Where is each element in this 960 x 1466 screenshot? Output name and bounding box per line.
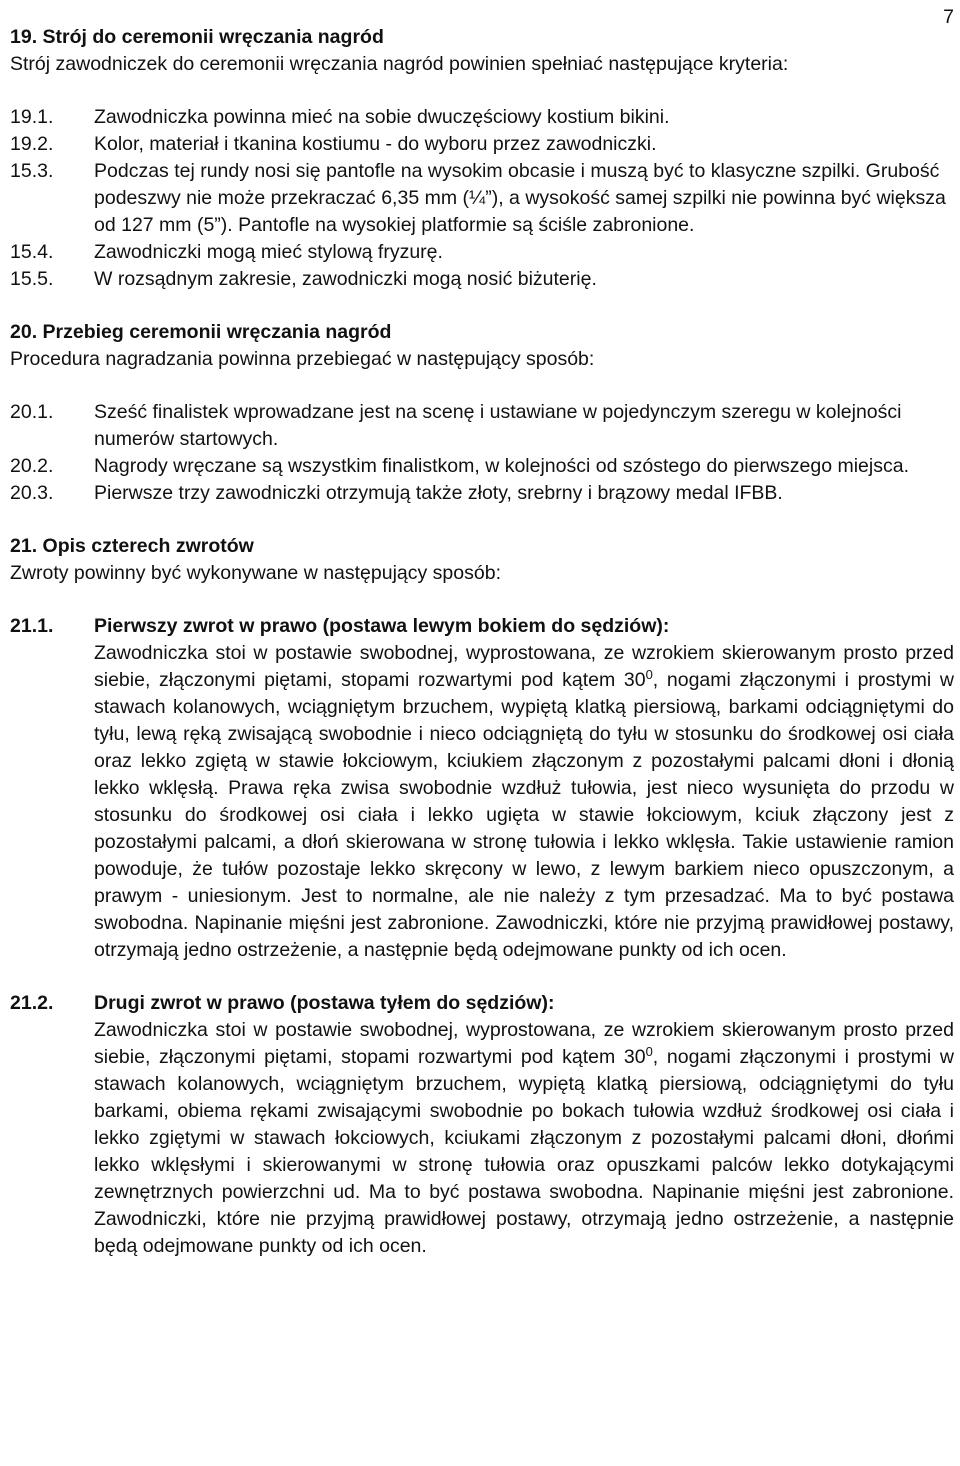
list-item <box>10 480 954 507</box>
degree-superscript: 0 <box>645 1044 653 1059</box>
item-number: 15.3. <box>10 160 54 182</box>
item-body <box>94 990 954 1260</box>
turn-description <box>10 990 954 1260</box>
item-text: Zawodniczki mogą mieć stylową fryzurę. <box>94 241 443 263</box>
item-number: 21.2. <box>10 992 54 1014</box>
list-item <box>10 453 954 480</box>
item-text: Kolor, materiał i tkanina kostiumu - do wyboru przez zawodniczki. <box>94 133 657 155</box>
list-item <box>10 266 954 293</box>
item-text-part: , nogami złączonymi i prostymi w stawach kolanowych, wciągniętym brzuchem, wypiętą klatką piersiową, odciągniętymi do tyłu barkami, obiema rękami zwisającymi swobodnie po bokach tułowia wzdłuż środkowej osi ciała i lekko zgiętymi w stawach łokciowych, kciukami złączonym z pozostałymi palcami dłoni, dłońmi lekko wklęsłymi i skierowanymi w stronę tułowia oraz opuszkami palców lekko dotykającymi zewnętrznych powierzchni ud. Ma to być postawa swobodna. Napinanie mięśni jest zabronione. Zawodniczki, które nie przyjmą prawidłowej postawy, otrzymają jedno ostrzeżenie, a następnie będą odejmowane punkty od ich ocen. <box>94 1046 954 1257</box>
item-text: W rozsądnym zakresie, zawodniczki mogą nosić biżuterię. <box>94 268 597 290</box>
spacer <box>10 964 954 990</box>
list-item <box>10 239 954 266</box>
section-heading: 21. Opis czterech zwrotów <box>10 535 254 557</box>
list-item <box>10 399 954 453</box>
item-number: 21.1. <box>10 615 54 637</box>
spacer <box>10 293 954 319</box>
item-title: Drugi zwrot w prawo (postawa tyłem do sędziów): <box>94 992 555 1014</box>
item-text: Podczas tej rundy nosi się pantofle na wysokim obcasie i muszą być to klasyczne szpilki. Grubość podeszwy nie może przekraczać 6,35 mm (¼”), a wysokość samej szpilki nie powinna być większa od 127 mm (5”). Pantofle na wysokiej platformie są ściśle zabronione. <box>94 160 946 236</box>
item-text-part: Zawodniczka stoi w postawie swobodnej, wyprostowana, ze wzrokiem skierowanym prosto przed siebie, złączonymi piętami, stopami rozwartymi pod kątem 30 <box>94 642 954 691</box>
item-number: 20.2. <box>10 455 54 477</box>
item-text-part: , nogami złączonymi i prostymi w stawach kolanowych, wciągniętym brzuchem, wypiętą klatką piersiową, barkami odciągniętymi do tyłu, lewą ręką zwisającą swobodnie i nieco odciągniętą do tyłu w stosunku do środkowej osi ciała oraz lekko zgiętą w stawie łokciowym, kciukiem złączonym z pozostałymi palcami dłoni i dłonią lekko wklęsłą. Prawa ręka zwisa swobodnie wzdłuż tułowia, jest nieco wysunięta do przodu w stosunku do środkowej osi ciała i lekko ugięta w stawie łokciowym, kciuk złączony jest z pozostałymi palcami, a dłoń skierowana w stronę tułowia i lekko wklęsła. Takie ustawienie ramion powoduje, że tułów pozostaje lekko skręcony w lewo, z lewym barkiem nieco opuszczonym, a prawym - uniesionym. Jest to normalne, ale nie należy z tym przesadzać. Ma to być postawa swobodna. Napinanie mięśni jest zabronione. Zawodniczki, które nie przyjmą prawidłowej postawy, otrzymają jedno ostrzeżenie, a następnie będą odejmowane punkty od ich ocen. <box>94 669 954 961</box>
item-text <box>94 1017 954 1260</box>
item-text-part: Zawodniczka stoi w postawie swobodnej, wyprostowana, ze wzrokiem skierowanym prosto przed siebie, złączonymi piętami, stopami rozwartymi pod kątem 30 <box>94 1019 954 1068</box>
item-number: 19.2. <box>10 133 54 155</box>
degree-superscript: 0 <box>645 667 653 682</box>
section-intro: Procedura nagradzania powinna przebiegać w następujący sposób: <box>10 348 595 370</box>
list-item <box>10 131 954 158</box>
item-number: 20.3. <box>10 482 54 504</box>
list-item <box>10 104 954 131</box>
item-text: Nagrody wręczane są wszystkim finalistkom, w kolejności od szóstego do pierwszego miejsca. <box>94 455 909 477</box>
section-19 <box>10 24 954 293</box>
section-21 <box>10 533 954 1260</box>
item-title: Pierwszy zwrot w prawo (postawa lewym bokiem do sędziów): <box>94 615 670 637</box>
item-number: 19.1. <box>10 106 54 128</box>
item-text: Sześć finalistek wprowadzane jest na scenę i ustawiane w pojedynczym szeregu w kolejności numerów startowych. <box>94 401 902 450</box>
item-number: 20.1. <box>10 401 54 423</box>
item-text: Pierwsze trzy zawodniczki otrzymują także złoty, srebrny i brązowy medal IFBB. <box>94 482 783 504</box>
spacer <box>10 587 954 613</box>
document-body <box>10 24 954 1260</box>
item-number: 15.4. <box>10 241 54 263</box>
page-number: 7 <box>943 6 954 28</box>
item-body <box>94 613 954 964</box>
spacer <box>10 373 954 399</box>
list-item <box>10 158 954 239</box>
section-20 <box>10 319 954 507</box>
item-text <box>94 640 954 964</box>
section-intro: Zwroty powinny być wykonywane w następujący sposób: <box>10 562 501 584</box>
turn-description <box>10 613 954 964</box>
spacer <box>10 78 954 104</box>
section-intro: Strój zawodniczek do ceremonii wręczania nagród powinien spełniać następujące kryteria: <box>10 53 789 75</box>
section-heading: 19. Strój do ceremonii wręczania nagród <box>10 26 384 48</box>
section-heading: 20. Przebieg ceremonii wręczania nagród <box>10 321 392 343</box>
spacer <box>10 507 954 533</box>
item-text: Zawodniczka powinna mieć na sobie dwuczęściowy kostium bikini. <box>94 106 670 128</box>
item-number: 15.5. <box>10 268 54 290</box>
